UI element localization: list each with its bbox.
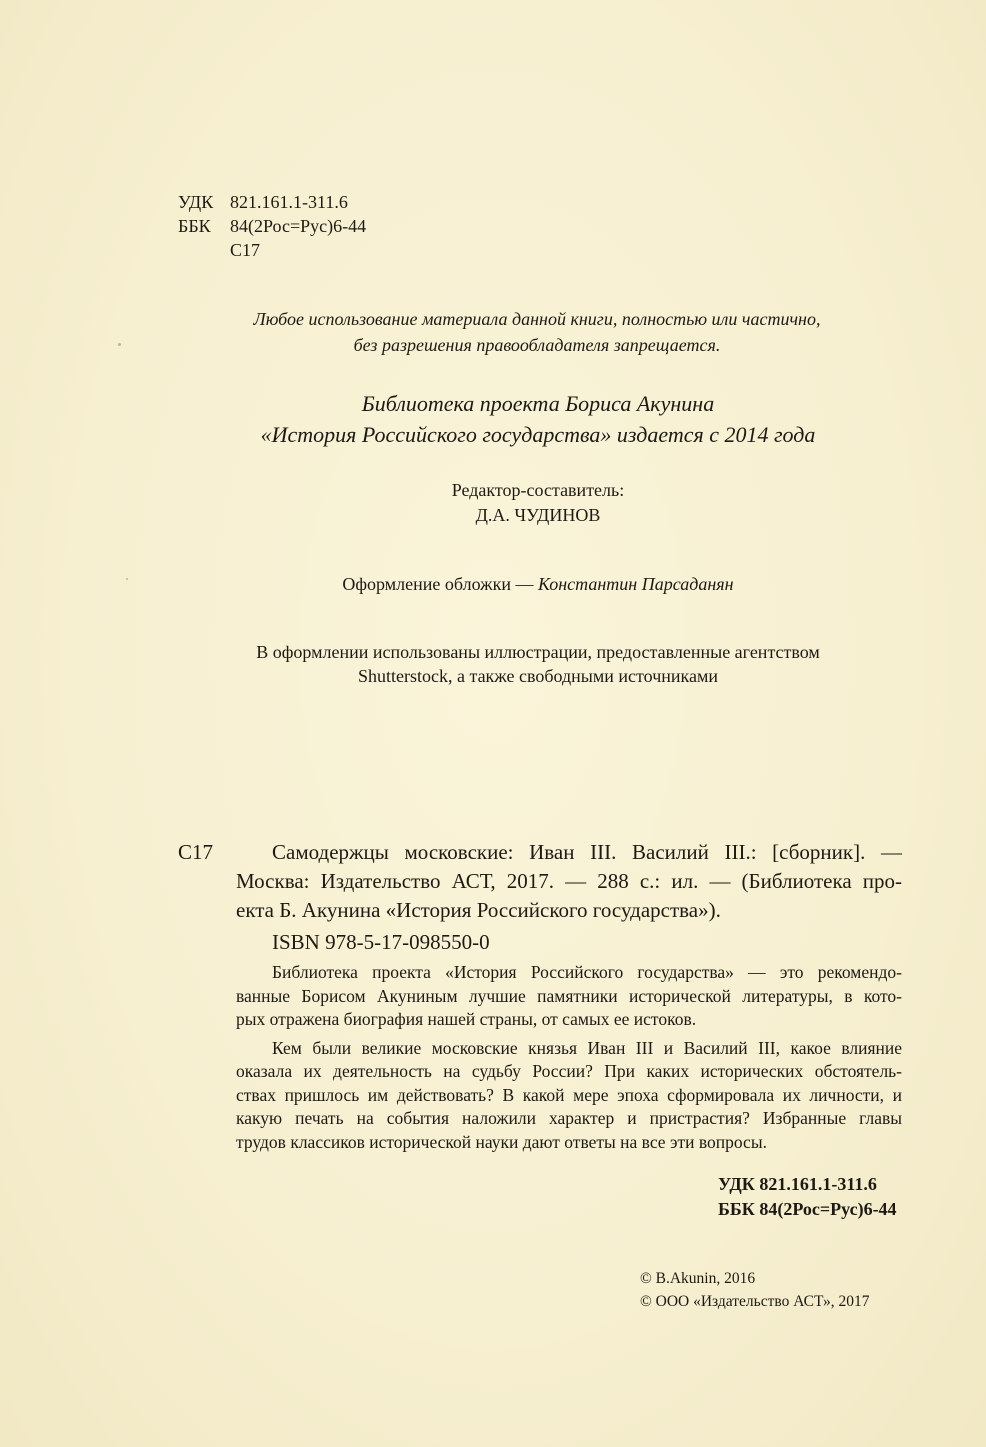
cover-credit (0, 572, 986, 597)
annotation-line: Кем были великие московские князья Иван III и Василий III, какое влияние (272, 1037, 902, 1058)
copyright-line: © ООО «Издательство АСТ», 2017 (640, 1293, 870, 1310)
notice-line: Любое использование материала данной книги, полностью или частично, (253, 309, 821, 329)
udk-row (178, 190, 366, 214)
record-line: Самодержцы московские: Иван III. Василий III.: [сборник]. — (272, 840, 902, 864)
udk-label: УДК (178, 192, 214, 212)
bbk-label: ББК (178, 216, 211, 236)
annotation-line: трудов классиков исторической науки дают ответы на все эти вопросы. (236, 1131, 767, 1152)
bbk-row (178, 214, 366, 238)
editor-role: Редактор-составитель: (451, 480, 625, 500)
editor-name: Д.А. ЧУДИНОВ (475, 505, 601, 525)
record-mark: С17 (178, 840, 214, 864)
isbn: ISBN 978-5-17-098550-0 (272, 930, 490, 954)
series-line: Библиотека проекта Бориса Акунина (361, 391, 715, 416)
annotation-line: Библиотека проекта «История Российского государства» — это рекомендо- (272, 962, 902, 982)
illustrations-credit (0, 640, 986, 688)
annotation-line: какую печать на события наложили характер и пристрастия? Избранные главы (236, 1108, 902, 1128)
annotation-line: ванные Борисом Акуниным лучшие памятники исторической литературы, в кото- (236, 985, 902, 1006)
udk-value: 821.161.1-311.6 (230, 192, 348, 212)
bbk-value: 84(2Рос=Рус)6-44 (230, 216, 367, 236)
author-mark: С17 (230, 240, 261, 260)
illustrations-line: Shutterstock, а также свободными источниками (358, 666, 718, 686)
bibliographic-record (236, 838, 902, 925)
classification-block (178, 190, 366, 262)
cover-label: Оформление обложки — (342, 574, 538, 594)
index-udk: УДК 821.161.1-311.6 (718, 1174, 877, 1194)
annotation-paragraph (236, 1037, 902, 1155)
annotation (236, 961, 902, 1154)
editor-credit (0, 478, 986, 528)
record-line: екта Б. Акунина «История Российского государства»). (236, 898, 721, 922)
annotation-paragraph (236, 961, 902, 1032)
annotation-line: ствах пришлось им действовать? В какой мере эпоха сформировала их личности, и (236, 1084, 902, 1105)
annotation-line: рых отражена биография нашей страны, от самых ее истоков. (236, 1009, 697, 1029)
annotation-line: оказала их деятельность на судьбу России? При каких исторических обстоятель- (236, 1061, 902, 1081)
copyright-notice (0, 306, 986, 358)
cover-designer: Константин Парсаданян (537, 574, 734, 594)
index-codes (718, 1172, 897, 1222)
author-mark-row (178, 238, 366, 262)
illustrations-line: В оформлении использованы иллюстрации, предоставленные агентством (256, 642, 820, 662)
record-line: Москва: Издательство АСТ, 2017. — 288 с.: ил. — (Библиотека про- (236, 869, 902, 893)
index-bbk: ББК 84(2Рос=Рус)6-44 (718, 1199, 897, 1219)
copyright-block (640, 1267, 870, 1313)
series-statement (0, 388, 986, 450)
notice-line: без разрешения правообладателя запрещается. (353, 335, 721, 355)
copyright-line: © B.Akunin, 2016 (640, 1270, 756, 1287)
series-line: «История Российского государства» издается с 2014 года (260, 422, 816, 447)
